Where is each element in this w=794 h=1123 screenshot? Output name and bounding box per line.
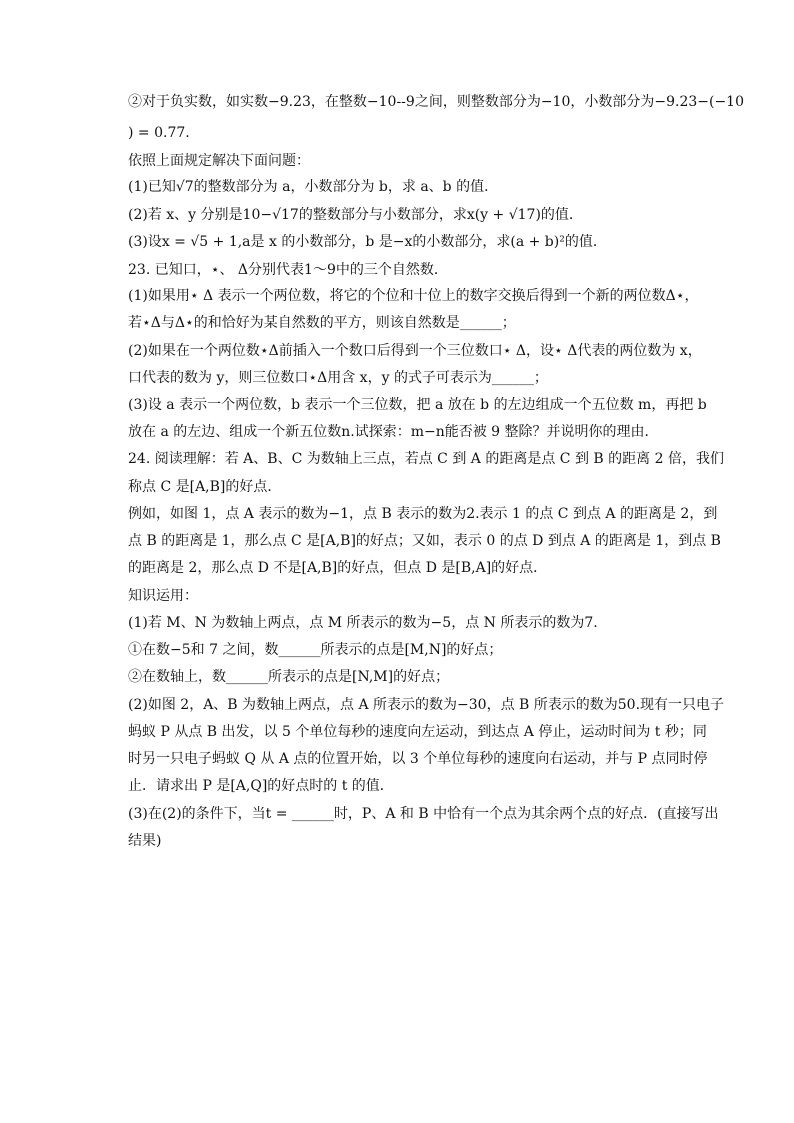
- text-line: 例如，如图 1，点 A 表示的数为−1，点 B 表示的数为2.表示 1 的点 C 到点 A 的距离是 2，到: [128, 506, 718, 522]
- text-line: (1)已知√7的整数部分为 a，小数部分为 b，求 a、b 的值．: [128, 179, 499, 195]
- text-line: 蚂蚁 P 从点 B 出发，以 5 个单位每秒的速度向左运动，到达点 A 停止，运动时间为 t 秒；同: [128, 724, 707, 740]
- text-line: 若⋆Δ与Δ⋆的和恰好为某自然数的平方，则该自然数是______；: [128, 315, 516, 331]
- question-23-heading: 23. 已知口，⋆、 Δ分别代表1～9中的三个自然数．: [128, 262, 448, 278]
- text-line: (1)如果用⋆ Δ 表示一个两位数，将它的个位和十位上的数字交换后得到一个新的两位数Δ⋆，: [128, 288, 699, 304]
- text-line: 口代表的数为 y，则三位数口⋆Δ用含 x，y 的式子可表示为______；: [128, 370, 548, 386]
- text-line: 止．请求出 P 是[A,Q]的好点时的 t 的值．: [128, 778, 394, 794]
- text-line: 知识运用：: [128, 588, 198, 604]
- text-line: (2)如果在一个两位数⋆Δ前插入一个数口后得到一个三位数口⋆ Δ，设⋆ Δ代表的两位数为 x，: [128, 343, 702, 359]
- question-24-heading: 24. 阅读理解：若 A、B、C 为数轴上三点，若点 C 到 A 的距离是点 C 到 B 的距离 2 倍，我们: [128, 451, 724, 467]
- text-line: 称点 C 是[A,B]的好点．: [128, 479, 282, 495]
- text-line: ②在数轴上，数______所表示的点是[N,M]的好点；: [128, 669, 450, 685]
- text-line: ) = 0.77.: [128, 125, 190, 141]
- text-line: 时另一只电子蚂蚁 Q 从 A 点的位置开始，以 3 个单位每秒的速度向右运动，并与 P 点同时停: [128, 751, 708, 767]
- text-line: 结果): [128, 833, 162, 849]
- text-line: 点 B 的距离是 1，那么点 C 是[A,B]的好点；又如，表示 0 的点 D 到点 A 的距离是 1，到点 B: [128, 533, 721, 549]
- text-line: (1)若 M、N 为数轴上两点，点 M 所表示的数为−5，点 N 所表示的数为7.: [128, 615, 598, 631]
- text-line: 依照上面规定解决下面问题：: [128, 153, 310, 169]
- text-line: 放在 a 的左边、组成一个新五位数n.试探索：m−n能否被 9 整除？并说明你的理由．: [128, 424, 659, 440]
- text-line: ①在数−5和 7 之间，数______所表示的点是[M,N]的好点；: [128, 642, 503, 658]
- text-line: (2)若 x、y 分别是10−√17的整数部分与小数部分，求x(y + √17)的值．: [128, 207, 583, 223]
- text-line: (3)设x = √5 + 1,a是 x 的小数部分，b 是−x的小数部分，求(a + b)²的值．: [128, 234, 607, 250]
- text-line: (2)如图 2，A、B 为数轴上两点，点 A 所表示的数为−30，点 B 所表示的数为50.现有一只电子: [128, 697, 725, 713]
- text-line: (3)设 a 表示一个两位数，b 表示一个三位数，把 a 放在 b 的左边组成一个五位数 m，再把 b: [128, 397, 707, 413]
- text-line: ②对于负实数，如实数−9.23，在整数−10--9之间，则整数部分为−10，小数部分为−9.23−(−10: [128, 94, 744, 110]
- text-line: 的距离是 2，那么点 D 不是[A,B]的好点，但点 D 是[B,A]的好点．: [128, 560, 548, 576]
- text-line: (3)在(2)的条件下，当t = ______时，P、A 和 B 中恰有一个点为其余两个点的好点．(直接写出: [128, 806, 719, 822]
